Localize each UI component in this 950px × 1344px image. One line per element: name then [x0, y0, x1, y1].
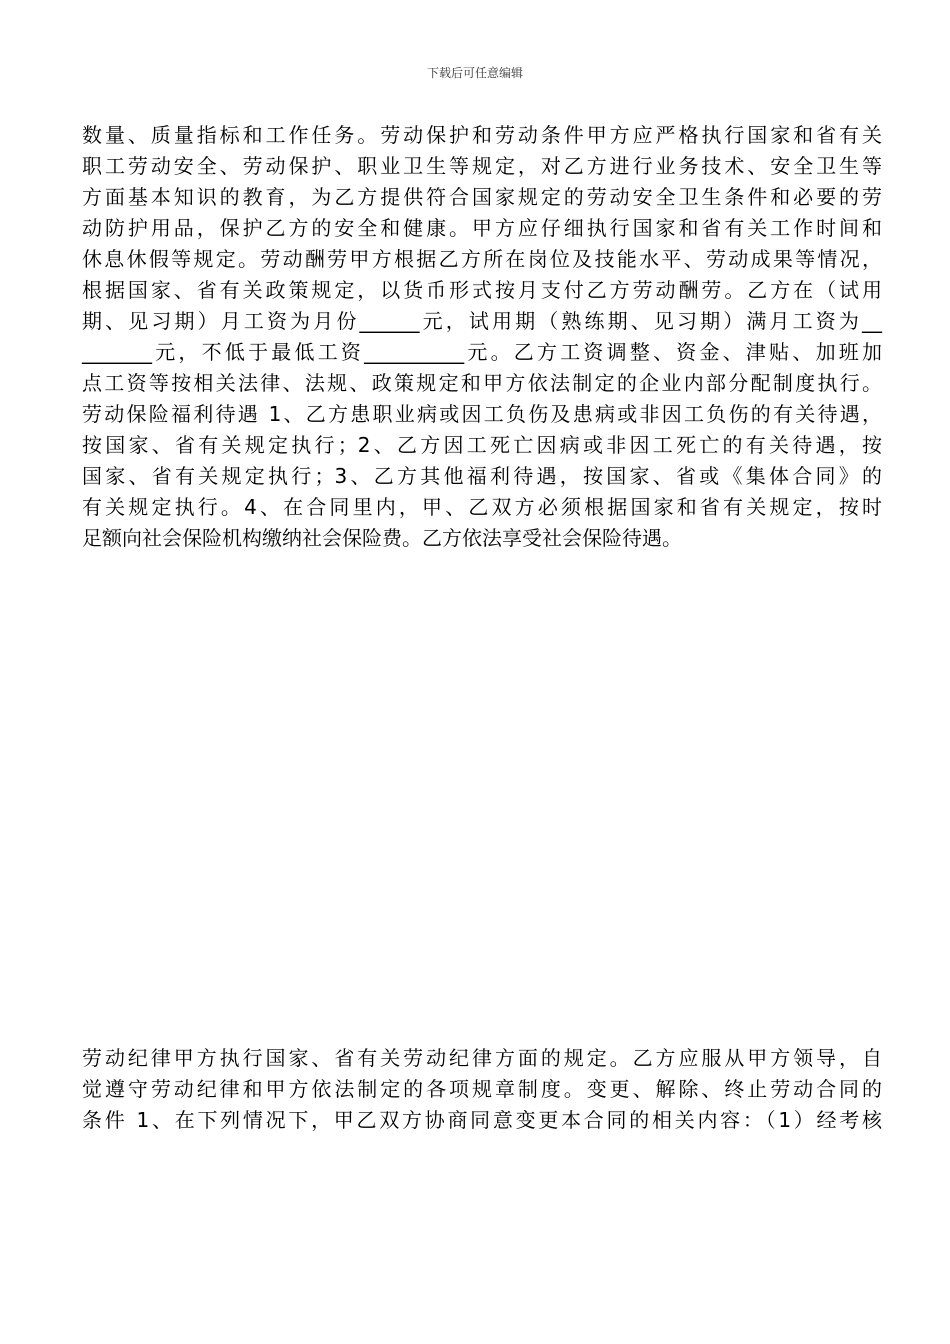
text-line: 足额向社会保险机构缴纳社会保险费。乙方依法享受社会保险待遇。: [82, 526, 682, 550]
text-line: 数量、质量指标和工作任务。劳动保护和劳动条件甲方应严格执行国家和省有关: [82, 123, 882, 147]
page-header-note: 下载后可任意编辑: [426, 66, 523, 80]
text-line: 条件 1、在下列情况下，甲乙双方协商同意变更本合同的相关内容：（1）经考核: [82, 1108, 882, 1132]
text-line: 根据国家、省有关政策规定，以货币形式按月支付乙方劳动酬劳。乙方在（试用: [82, 278, 882, 302]
text-line: 劳动纪律甲方执行国家、省有关劳动纪律方面的规定。乙方应服从甲方领导，自: [82, 1046, 882, 1070]
text-line: 劳动保险福利待遇 1、乙方患职业病或因工负伤及患病或非因工负伤的有关待遇，: [82, 402, 882, 426]
text-line: 职工劳动安全、劳动保护、职业卫生等规定，对乙方进行业务技术、安全卫生等: [82, 154, 882, 178]
text-line: 有关规定执行。4、在合同里内，甲、乙双方必须根据国家和省有关规定，按时: [82, 495, 882, 519]
text-line: 国家、省有关规定执行；3、乙方其他福利待遇，按国家、省或《集体合同》的: [82, 464, 882, 488]
text-line: _______元，不低于最低工资__________元。乙方工资调整、资金、津贴、加班加: [82, 340, 882, 364]
text-line: 休息休假等规定。劳动酬劳甲方根据乙方所在岗位及技能水平、劳动成果等情况，: [82, 247, 882, 271]
text-line: 动防护用品，保护乙方的安全和健康。甲方应仔细执行国家和省有关工作时间和: [82, 216, 882, 240]
text-line: 期、见习期）月工资为月份______元，试用期（熟练期、见习期）满月工资为__: [82, 309, 882, 333]
text-line: 方面基本知识的教育，为乙方提供符合国家规定的劳动安全卫生条件和必要的劳: [82, 185, 882, 209]
contract-paragraph-1: [82, 120, 882, 554]
contract-paragraph-2: [82, 1043, 882, 1136]
text-line: 按国家、省有关规定执行；2、乙方因工死亡因病或非因工死亡的有关待遇，按: [82, 433, 882, 457]
text-line: 点工资等按相关法律、法规、政策规定和甲方依法制定的企业内部分配制度执行。: [82, 371, 882, 395]
text-line: 觉遵守劳动纪律和甲方依法制定的各项规章制度。变更、解除、终止劳动合同的: [82, 1077, 882, 1101]
